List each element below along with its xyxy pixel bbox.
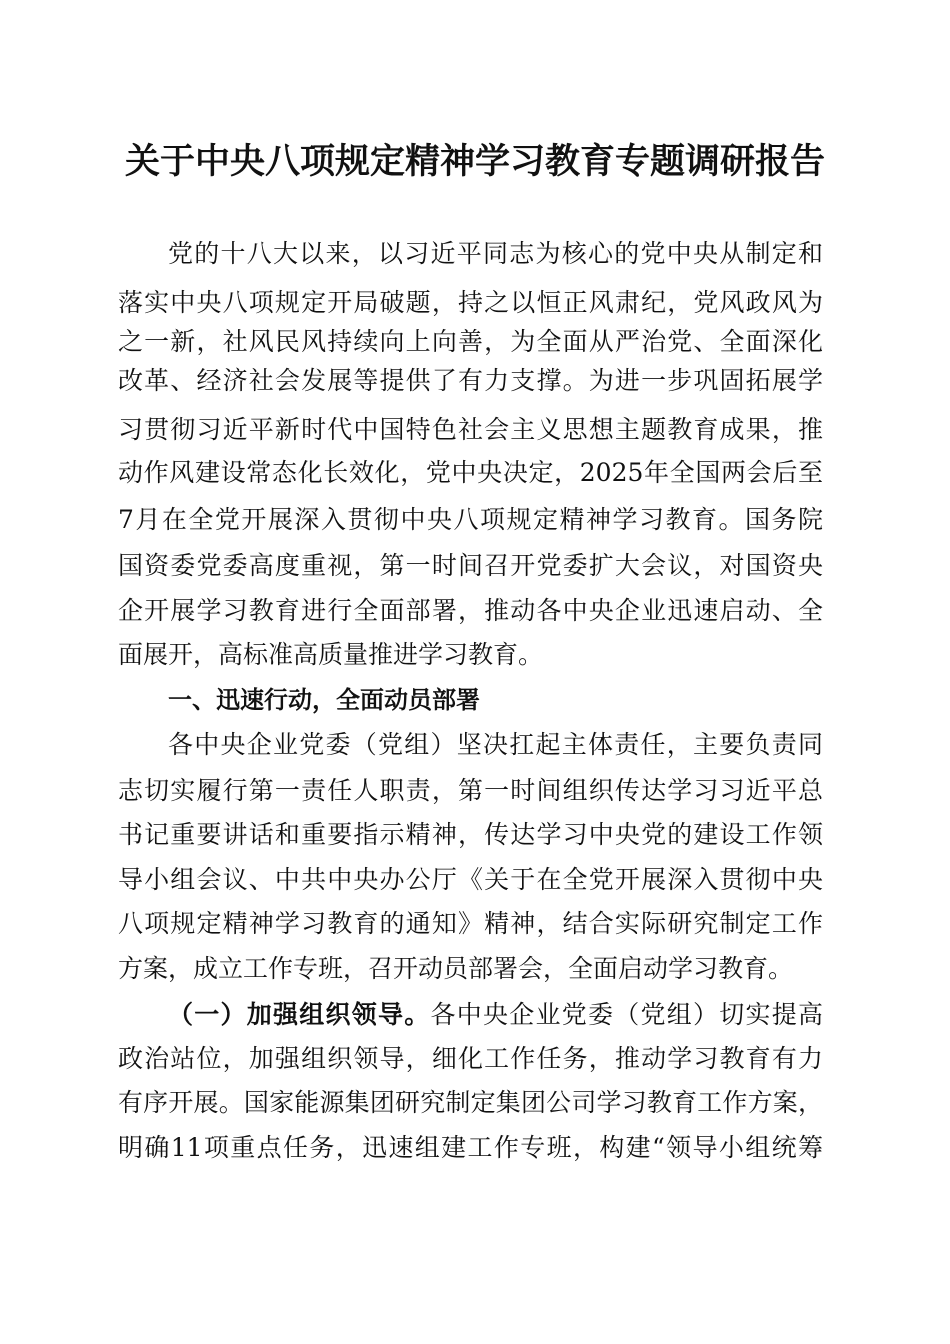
intro-line: 面展开，高标准高质量推进学习教育。 <box>118 640 544 669</box>
intro-line: 企开展学习教育进行全面部署，推动各中央企业迅速启动、全 <box>118 596 823 625</box>
intro-line: 党的十八大以来，以习近平同志为核心的党中央从制定和 <box>168 239 823 268</box>
body-line: 导小组会议、中共中央办公厅《关于在全党开展深入贯彻中央 <box>118 865 823 894</box>
body-line: 各中央企业党委（党组）坚决扛起主体责任，主要负责同 <box>168 730 823 759</box>
body-line: 明确11项重点任务，迅速组建工作专班，构建“领导小组统筹 <box>118 1133 823 1162</box>
intro-line: 动作风建设常态化长效化，党中央决定，2025年全国两会后至 <box>118 458 823 487</box>
document-title: 关于中央八项规定精神学习教育专题调研报告 <box>124 141 825 182</box>
body-line: 书记重要讲话和重要指示精神，传达学习中央党的建设工作领 <box>118 820 823 849</box>
intro-line: 之一新，社风民风持续向上向善，为全面从严治党、全面深化 <box>118 327 823 356</box>
subsection-first-line <box>168 995 823 1035</box>
intro-line: 习贯彻习近平新时代中国特色社会主义思想主题教育成果，推 <box>118 415 823 444</box>
subsection-text: 各中央企业党委（党组）切实提高 <box>430 1000 823 1029</box>
section-heading: 一、迅速行动，全面动员部署 <box>168 686 480 714</box>
intro-line: 7月在全党开展深入贯彻中央八项规定精神学习教育。国务院 <box>118 505 823 534</box>
intro-line: 改革、经济社会发展等提供了有力支撑。为进一步巩固拓展学 <box>118 366 823 395</box>
subsection-heading: （一）加强组织领导。 <box>168 1000 431 1029</box>
body-line: 政治站位，加强组织领导，细化工作任务，推动学习教育有力 <box>118 1044 823 1073</box>
intro-line: 落实中央八项规定开局破题，持之以恒正风肃纪，党风政风为 <box>118 288 823 317</box>
body-line: 八项规定精神学习教育的通知》精神，结合实际研究制定工作 <box>118 909 823 938</box>
intro-line: 国资委党委高度重视，第一时间召开党委扩大会议，对国资央 <box>118 551 823 580</box>
body-line: 志切实履行第一责任人职责，第一时间组织传达学习习近平总 <box>118 776 823 805</box>
body-line: 方案，成立工作专班，召开动员部署会，全面启动学习教育。 <box>118 954 794 983</box>
body-line: 有序开展。国家能源集团研究制定集团公司学习教育工作方案， <box>118 1088 823 1117</box>
